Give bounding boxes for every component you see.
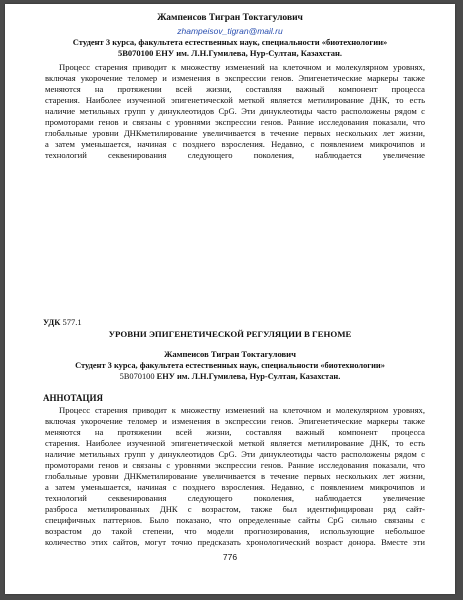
annotation-line: количество этих сайтов, могут точно предсказать хронологический возраст донора. Вместе эти [45,537,425,547]
annotation-line: промоторами генов и связаны с уровнями экспрессии генов. Ранние исследования показали, что [45,460,425,470]
affiliation-line1: Студент 3 курса, факультета естественных наук, специальности «биотехнологии» [75,361,385,370]
article-affiliation [5,360,455,382]
top-paragraph-line: старения. Наиболее изученной эпигенетической меткой является метилирование ДНК, то есть [45,95,425,105]
top-paragraph-line: технологий секвенирования следующего поколения, наблюдается увеличение [45,150,425,160]
header-affiliation-line2: 5В070100 ЕНУ им. Л.Н.Гумилева, Нур-Султан, Казахстан. [118,48,342,58]
annotation-line: меняются на протяжении всей жизни, составляя важный компонент процесса [45,427,425,437]
article-title: УРОВНИ ЭПИГЕНЕТИЧЕСКОЙ РЕГУЛЯЦИИ В ГЕНОМЕ [108,329,352,339]
top-paragraph [45,62,425,161]
annotation-heading: АННОТАЦИЯ [43,393,104,403]
annotation-line: глобальные уровни ДНКметилирование увеличивается в течение первых нескольких лет жизни, [45,471,425,481]
top-paragraph-line: глобальные уровни ДНКметилирование увеличивается в течение первых нескольких лет жизни, [45,128,425,138]
annotation-line: технологий секвенирования следующего поколения, наблюдается увеличение [45,493,425,503]
header-affiliation [5,37,455,59]
udk-code [43,317,82,327]
annotation-line: включая укорочение теломер и изменения в экспрессии генов. Эпигенетические маркеры также [45,416,425,426]
annotation-line: а затем уменьшается, начиная с позднего взросления. Недавно, с появлением микрочипов и [45,482,425,492]
annotation-line: старения. Наиболее изученной эпигенетической меткой является метилирование ДНК, то есть [45,438,425,448]
annotation-body [45,405,425,548]
document-page [5,4,455,594]
annotation-line: наличие метильных групп у динуклеотидов CpG. Эти динуклеотиды часто расположены рядом с [45,449,425,459]
udk-label: УДК [43,317,61,327]
page-number: 776 [222,552,238,562]
annotation-line: разброса метилированных ДНК с возрастом, также был идентифицирован ряд сайт- [45,504,425,514]
annotation-line: возрастом до такой степени, что модели прогнозирования, использующие небольшое [45,526,425,536]
annotation-line: Процесс старения приводит к множеству изменений на клеточном и молекулярном уровнях, [59,405,425,415]
udk-value: 577.1 [62,317,82,327]
top-paragraph-line: Процесс старения приводит к множеству изменений на клеточном и молекулярном уровнях, [59,62,425,72]
top-paragraph-line: а затем уменьшается, начиная с позднего взросления. Недавно, с появлением микрочипов и [45,139,425,149]
top-paragraph-line: промоторами генов и связаны с уровнями экспрессии генов. Ранние исследования показали, что [45,117,425,127]
header-affiliation-line1: Студент 3 курса, факультета естественных наук, специальности «биотехнологии» [72,37,388,47]
specialty-code: 5В070100 [119,372,155,381]
annotation-line: специфичных паттернов. Было показано, что определенные сайты CpG сильно связаны с [45,515,425,525]
author-email-link[interactable]: zhampeisov_tigran@mail.ru [177,26,283,36]
top-paragraph-line: наличие метильных групп у динуклеотидов CpG. Эти динуклеотиды часто расположены рядом с [45,106,425,116]
top-paragraph-line: меняются на протяжении всей жизни, составляя важный компонент процесса [45,84,425,94]
article-author: Жампеисов Тигран Токтагулович [164,349,296,359]
top-paragraph-line: включая укорочение теломер и изменения в экспрессии генов. Эпигенетические маркеры также [45,73,425,83]
affiliation-line2: ЕНУ им. Л.Н.Гумилева, Нур-Султан, Казахстан. [156,372,341,381]
header-author: Жампеисов Тигран Токтагулович [157,13,303,23]
